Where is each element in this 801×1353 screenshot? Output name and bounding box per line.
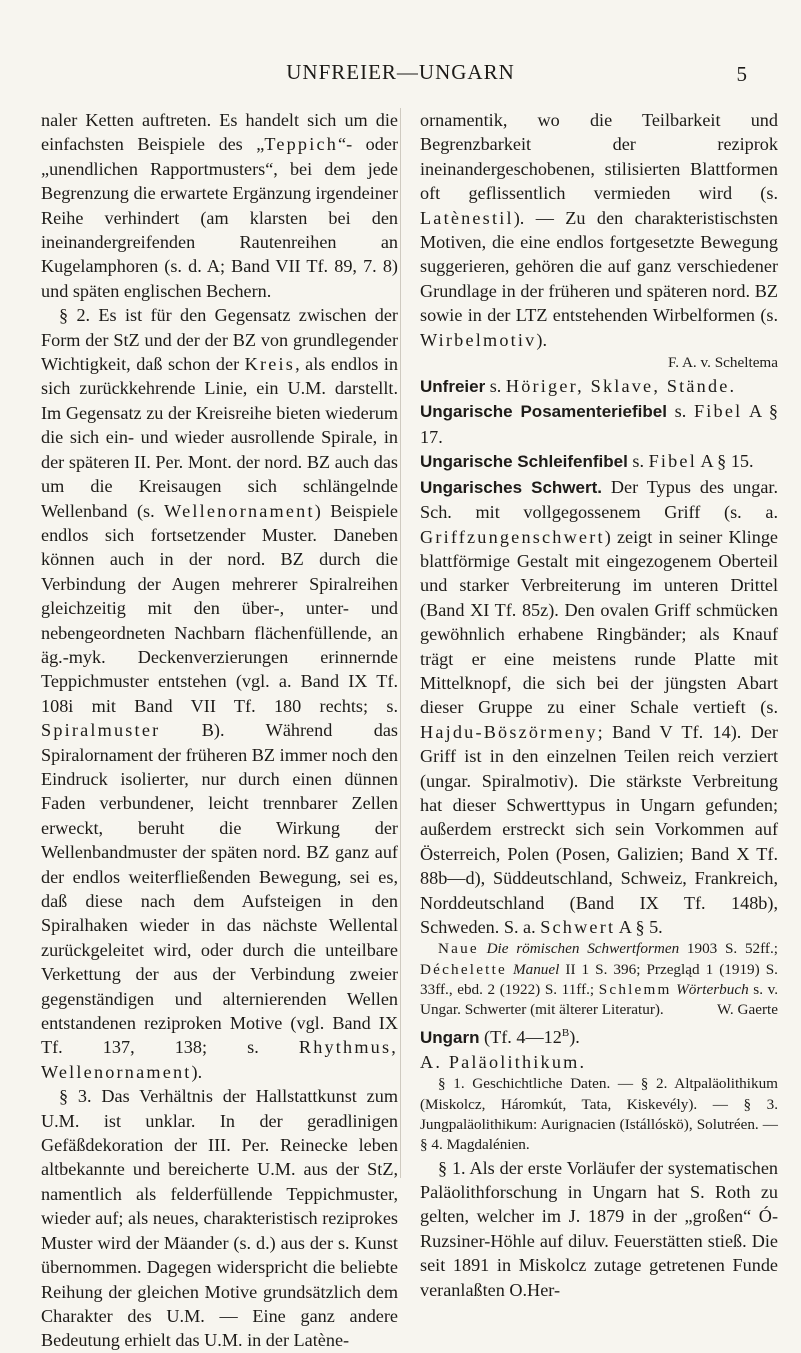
paragraph-section-3: § 3. Das Verhältnis der Hallstattkunst zum U.M. ist unklar. In der geradlinigen Gefäßdekoration der III. Per. Reinecke leben altbekannte und bereicherte U.M. aus der StZ, namentlich als felderfüllende Teppichmuster, wieder auf; als neues, charakteristisch reziprokes Muster wird der Mäander (s. d.) aus der s. Kunst übernommen. Dagegen widerspricht die beliebte Reihung der gleichen Motive grundsätzlich dem Charakter des U.M. — Eine ganz andere Bedeutung erhielt das U.M. in der Latène- (41, 1086, 398, 1351)
ref-wellenornament: Wellenornament (164, 500, 315, 521)
paragraph-ungarn-section-1: § 1. Als der erste Vorläufer der systematischen Paläolithforschung in Ungarn hat S. Roth zu gelten, welcher im J. 1879 in der „großen“ Ó-Ruzsiner-Höhle auf diluv. Feuerstätten stieß. Die seit 1891 in Miskolcz zutage getretenen Funde veranlaßten O.Her- (420, 1157, 778, 1300)
entry-schleifenfibel: Ungarische Schleifenfibel s. Fibel A § 15. (420, 451, 754, 472)
right-column (420, 108, 778, 1302)
paragraph-section-2: § 2. Es ist für den Gegensatz zwischen der Form der StZ und der der BZ von grundlegender Wichtigkeit, daß schon der Kreis, als endlos in sich zurückkehrende Linie, ein U.M. darstellt. Im Gegensatz zu der Kreisreihe bieten wiederum die sich ein- und wieder ausrollende Spirale, in der späteren II. Per. Mont. der nord. BZ auch das um die Kreisaugen sich schlängelnde Wellenband (s. Wellenornament) Beispiele endlos sich fortsetzender Muster. Daneben können auch in der nord. BZ durch die Verbindung der Augen mehrerer Spiralreihen gleichzeitig mit den über-, unter- und nebengeordneten Nachbarn flächenfüllende, an äg.-myk. Deckenverzierungen erinnernde Teppichmuster entstehen (vgl. a. Band IX Tf. 108i mit Band VII Tf. 180 rechts; s. Spiralmuster B). Während das Spiralornament der früheren BZ immer noch den Eindruck isolierter, nur durch einen dünnen Faden verbundener, leicht trennbarer Zellen erweckt, beruht die Wirkung der Wellenbandmuster der späten nord. BZ ganz auf der endlos weiterfließenden Bewegung, sei es, daß diese nach dem Aufsteigen in den Spiralhaken wieder in das nächste Wellental zurückgeleitet wird, oder durch die unteilbare Verkettung der aus der Verbindung zweier gegenständigen und alternierenden Wellen entstandenen reziproken Motive (vgl. Band IX Tf. 137, 138; s. Rhythmus, Wellenornament). (41, 305, 398, 1082)
ref-kreis: Kreis (244, 354, 296, 375)
headword-schwert: Ungarisches Schwert. (420, 477, 602, 497)
ref-spiralmuster: Spiralmuster (41, 720, 161, 741)
entry-ungarn: Ungarn (Tf. $4—12^B$). (420, 1026, 580, 1047)
running-head: UNFREIER—UNGARN (286, 60, 515, 84)
section-summary: § 1. Geschichtliche Daten. — § 2. Altpaläolithikum (Miskolcz, Háromkút, Tata, Kiskevély). — § 3. Jungpaläolithikum: Aurignacien (Istállóskö), Solutréen. — § 4. Magdalénien. (420, 1075, 778, 1154)
literature-references: Naue Die römischen Schwertformen 1903 S. 52ff.; Déchelette Manuel II 1 S. 396; Przegląd 1 (1919) S. 33ff., ebd. 2 (1922) S. 11ff.; Schlemm Wörterbuch s. v. Ungar. Schwerter (mit älterer Literatur). W. Gaerte (420, 939, 778, 1020)
column-divider (400, 108, 401, 1178)
entry-unfreier: Unfreier s. Höriger, Sklave, Stände. (420, 376, 735, 397)
headword-schleifenfibel: Ungarische Schleifenfibel (420, 452, 628, 472)
headword-unfreier: Unfreier (420, 377, 486, 397)
entry-schwert: Ungarisches Schwert. Der Typus des ungar. Sch. mit vollgegossenem Griff (s. a. Griffzungenschwert) zeigt in seiner Klinge blattförmige Gestalt mit eingezogenem Oberteil und starker Verbreiterung im unteren Drittel (Band XI Tf. 85z). Den ovalen Griff schmücken gewöhnlich erhabene Ringbänder; als Knauf trägt er eine meistens runde Platte mit Mittelknopf, die sich bei der jüngsten Abart dieser Gruppe zu einer Schale vertieft (s. Hajdu-Böszörmeny; Band V Tf. 14). Der Griff ist in den einzelnen Teilen reich verziert (ungar. Spiralmotiv). Die stärkste Verbreitung hat dieser Schwerttypus in Ungarn gefunden; außerdem erstreckt sich sein Vorkommen auf Österreich, Polen (Posen, Galizien; Band X Tf. 88b—d), Süddeutschland, Schweiz, Frankreich, Norddeutschland (Band IX Tf. 148b), Schweden. S. a. Schwert A § 5. (420, 476, 778, 937)
headword-ungarn: Ungarn (420, 1027, 480, 1047)
ref-latenestil: Latènestil (420, 207, 514, 228)
ref-wirbelmotiv: Wirbelmotiv (420, 329, 537, 350)
page-number: 5 (736, 62, 747, 86)
author-signature-2: W. Gaerte (716, 1001, 778, 1019)
author-signature: F. A. v. Scheltema (667, 354, 778, 372)
ref-teppich: Teppich (264, 134, 339, 155)
subheading-palaeolithikum: A. Paläolithikum. (420, 1052, 587, 1073)
page-header (0, 60, 801, 90)
paragraph-continuation: ornamentik, wo die Teilbarkeit und Begrenzbarkeit der reziprok ineinandergeschobenen, stilisierten Blattformen oft geflissentlich vermieden wird (s. Latènestil). — Zu den charakteristischsten Motiven, die eine endlos fortgesetzte Bewegung suggerieren, gehören die auf ganz verschiedener Grundlage in der früheren und späteren nord. BZ sowie in der LTZ entstehenden Wirbelformen (s. Wirbelmotiv). (420, 110, 778, 350)
entry-posamenteriefibel: Ungarische Posamenteriefibel s. Fibel A § 17. (420, 401, 778, 447)
headword-posamenteriefibel: Ungarische Posamenteriefibel (420, 402, 667, 422)
ref-rhythmus: Rhythmus, Wellenornament (41, 1037, 398, 1082)
paragraph-intro: naler Ketten auftreten. Es handelt sich um die einfachsten Beispiele des „Teppich“- oder „unendlichen Rapportmusters“, bei dem jede Begrenzung die erwartete Ergänzung irgendeiner Reihe verhindert (am klarsten bei den ineinandergreifenden Rautenreihen an Kugelamphoren (s. d. A; Band VII Tf. 89, 7. 8) und späten englischen Bechern. (41, 110, 398, 301)
left-column (41, 108, 398, 1353)
